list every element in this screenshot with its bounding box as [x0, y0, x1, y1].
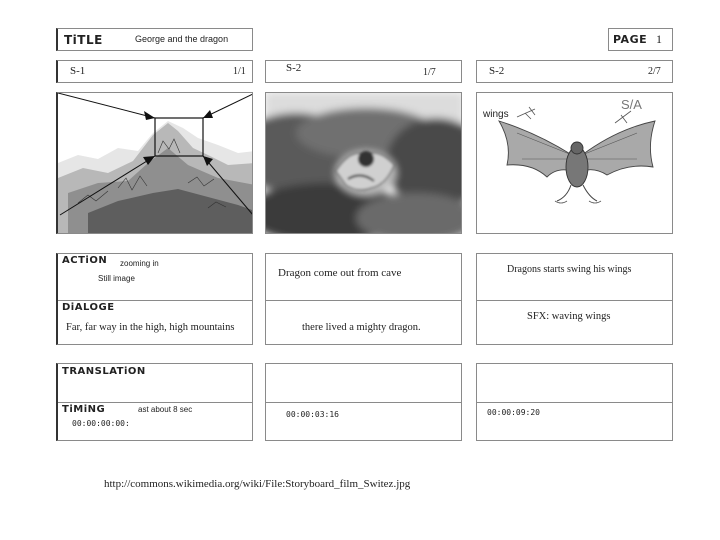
page-label: PAGE [613, 33, 648, 46]
action-dialoge-box-3 [476, 253, 673, 345]
action-line-2: Still image [98, 274, 135, 283]
storyboard-panel-1 [56, 92, 253, 234]
title-label: TiTLE [64, 33, 103, 47]
sfx-text-3: SFX: waving wings [527, 311, 611, 322]
title-bar [56, 28, 253, 51]
divider [58, 300, 253, 301]
timecode-2: 00:00:03:16 [286, 410, 339, 419]
mountain-sketch [58, 93, 253, 234]
divider [477, 300, 672, 301]
dialogue-text-2: there lived a mighty dragon. [302, 322, 421, 333]
dialoge-label: DiALOGE [62, 302, 115, 313]
page-box [608, 28, 673, 51]
shot-scene-2: S-2 [286, 62, 302, 74]
timecode-1: 00:00:00:00: [72, 419, 130, 428]
shot-scene-3: S-2 [489, 65, 505, 77]
shot-count-2: 1/7 [423, 67, 436, 78]
sa-annotation: S/A [621, 97, 642, 112]
page-number: 1 [656, 32, 662, 46]
storyboard-panel-2 [265, 92, 462, 234]
divider [477, 402, 672, 403]
shot-scene-1: S-1 [70, 65, 86, 77]
action-dialoge-box-1 [56, 253, 253, 345]
action-line-1: zooming in [120, 259, 159, 268]
timing-note: ast about 8 sec [138, 405, 193, 414]
shot-count-1: 1/1 [233, 66, 246, 77]
divider [58, 402, 253, 403]
shot-header-2 [265, 60, 462, 83]
divider [266, 402, 461, 403]
shot-header-1 [56, 60, 253, 83]
flying-dragon-sketch [477, 93, 673, 234]
translation-timing-box-3 [476, 363, 673, 441]
action-label: ACTiON [62, 255, 108, 266]
shot-count-3: 2/7 [648, 66, 661, 77]
wings-annotation: wings [483, 109, 509, 120]
title-value: George and the dragon [135, 34, 229, 44]
timing-label: TiMiNG [62, 404, 106, 415]
dragon-cave-image [266, 93, 462, 234]
translation-timing-box-1 [56, 363, 253, 441]
action-text-3: Dragons starts swing his wings [507, 264, 632, 275]
timecode-3: 00:00:09:20 [487, 408, 540, 417]
translation-label: TRANSLATiON [62, 366, 146, 377]
action-text-2: Dragon come out from cave [278, 267, 402, 279]
translation-timing-box-2 [265, 363, 462, 441]
dialogue-text-1: Far, far way in the high, high mountains [66, 322, 235, 333]
source-caption[interactable]: http://commons.wikimedia.org/wiki/File:Storyboard_film_Switez.jpg [104, 478, 411, 490]
action-dialoge-box-2 [265, 253, 462, 345]
divider [266, 300, 461, 301]
storyboard-panel-3 [476, 92, 673, 234]
shot-header-3 [476, 60, 673, 83]
